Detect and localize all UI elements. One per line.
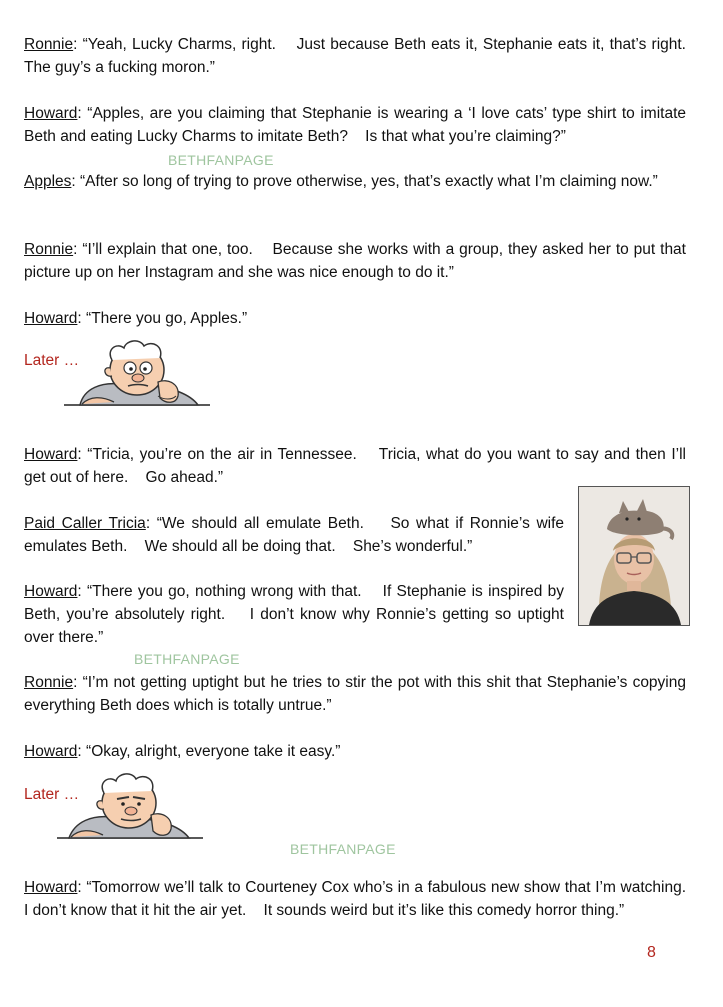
dialogue-apples [24,170,686,193]
speaker-name: Howard [24,743,78,760]
watermark: BETHFANPAGE [290,841,396,857]
speaker-name: Howard [24,105,78,122]
dialogue-text: : “There you go, nothing wrong with that. If Stephanie is inspired by Beth, you’re absolutely right. I don’t know why Ronnie’s getting so uptight over there.” [24,583,569,646]
dialogue-text: : “Okay, alright, everyone take it easy.” [77,743,341,760]
speaker-name: Howard [24,310,78,327]
dialogue-text: : “I’m not getting uptight but he tries to stir the pot with this shit that Stephanie’s copying everything Beth does which is totally untrue.” [24,674,691,714]
dialogue-text: : “We should all emulate Beth. So what if Ronnie’s wife emulates Beth. We should all be doing that. She’s wonderful.” [24,515,569,555]
dialogue-text: : “Apples, are you claiming that Stephanie is wearing a ‘I love cats’ type shirt to imitate Beth and eating Lucky Charms to imitate Beth? Is that what you’re claiming?” [24,105,691,145]
dialogue-howard-6 [24,876,704,922]
dialogue-howard-5 [24,740,686,763]
dialogue-howard-2 [24,307,686,330]
dialogue-text: : “After so long of trying to prove otherwise, yes, that’s exactly what I’m claiming now.” [71,173,658,190]
dialogue-text: : “Tricia, you’re on the air in Tennessee. Tricia, what do you want to say and then I’ll get out of here. Go ahead.” [24,446,691,486]
dialogue-ronnie-1 [24,33,704,79]
dialogue-howard-1 [24,102,691,148]
old-man-cartoon-icon [55,773,205,853]
dialogue-ronnie-2 [24,238,691,284]
page-number: 8 [647,944,656,961]
woman-with-cat-icon [579,487,689,625]
dialogue-howard-4 [24,580,569,649]
dialogue-howard-3 [24,443,691,489]
dialogue-tricia [24,512,569,558]
speaker-name: Ronnie [24,241,74,258]
speaker-name: Howard [24,446,78,463]
dialogue-text: : “Tomorrow we’ll talk to Courteney Cox who’s in a fabulous new show that I’m watching. I don’t know that it hit the air yet. It sounds weird but it’s like this comedy horror thing.” [24,879,704,919]
dialogue-ronnie-3 [24,671,691,717]
speaker-name: Apples [24,173,72,190]
watermark: BETHFANPAGE [134,651,240,667]
old-man-cartoon-icon [62,338,212,418]
woman-with-cat-photo [578,486,690,626]
speaker-name: Ronnie [24,674,74,691]
later-label: Later … [24,786,80,803]
speaker-name: Howard [24,583,78,600]
speaker-name: Howard [24,879,78,896]
dialogue-text: : “There you go, Apples.” [77,310,248,327]
watermark: BETHFANPAGE [168,152,274,168]
speaker-name: Paid Caller Tricia [24,515,146,532]
speaker-name: Ronnie [24,36,74,53]
dialogue-text: : “I’ll explain that one, too. Because she works with a group, they asked her to put that picture up on her Instagram and she was nice enough to do it.” [24,241,691,281]
later-label: Later … [24,352,80,369]
dialogue-text: : “Yeah, Lucky Charms, right. Just because Beth eats it, Stephanie eats it, that’s right. The guy’s a fucking moron.” [24,36,704,76]
